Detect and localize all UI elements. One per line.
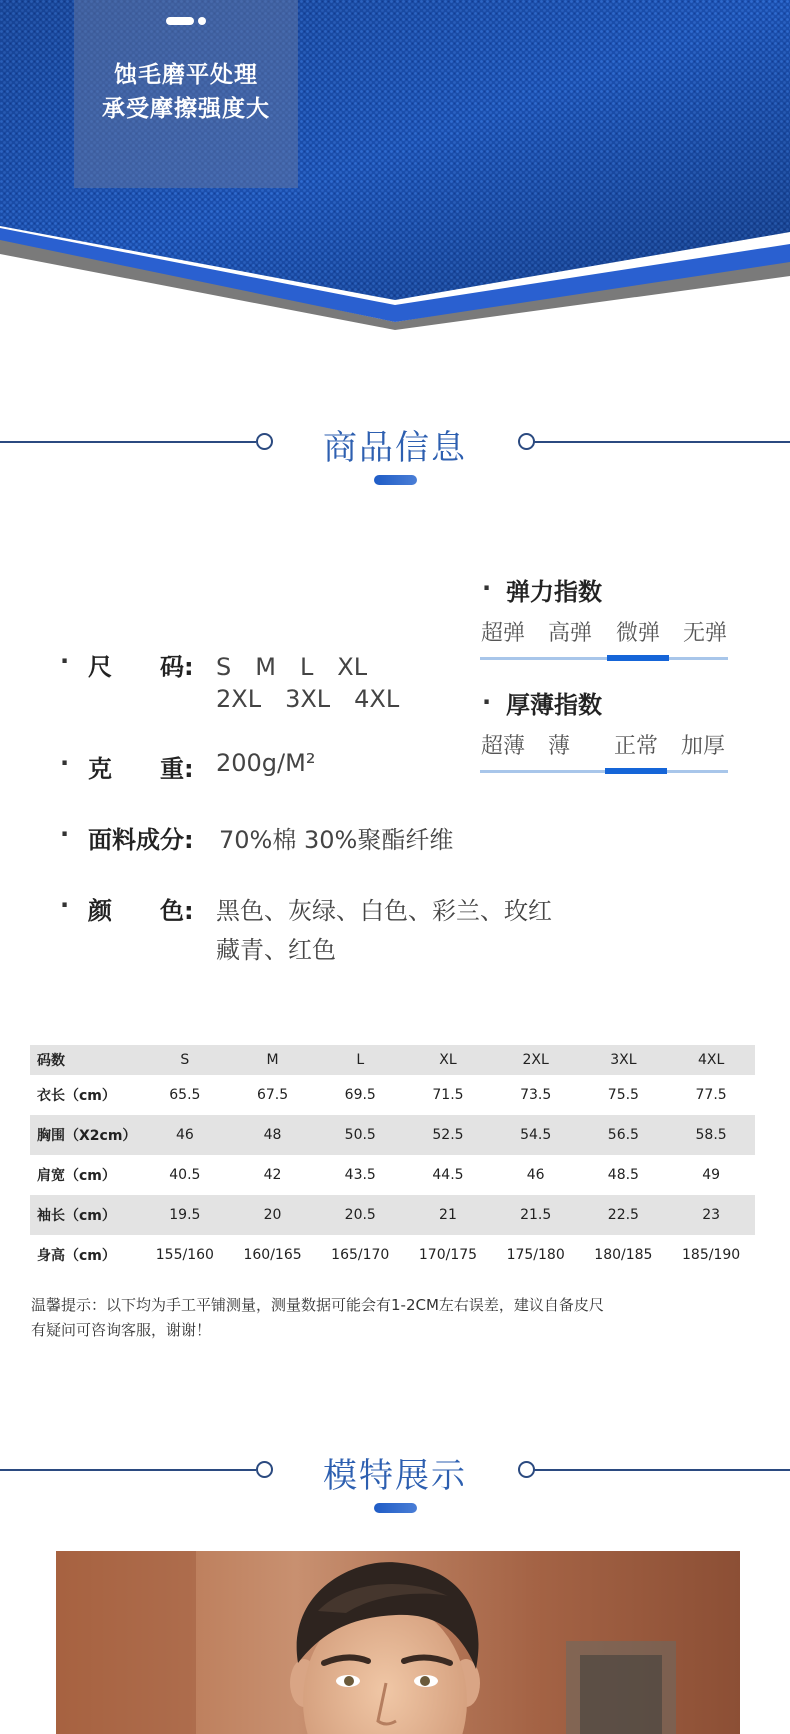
table-cell: 170/175 <box>418 1247 478 1263</box>
table-cell: 73.5 <box>520 1087 552 1103</box>
thickness-option-0: 超薄 <box>480 734 525 759</box>
size-table <box>30 1045 755 1275</box>
elasticity-option-0: 超弹 <box>480 621 525 646</box>
model-photo <box>56 1551 740 1734</box>
header-ring-right-icon <box>518 433 535 450</box>
thickness-bullet: · <box>482 688 492 716</box>
header-accent-bar <box>374 475 417 485</box>
table-cell: 48.5 <box>607 1167 639 1183</box>
elasticity-title: 弹力指数 <box>506 578 602 606</box>
spec-bullet: · <box>60 891 70 919</box>
spec-color-label: 颜 色: <box>88 897 194 925</box>
header-ring-right-icon <box>518 1461 535 1478</box>
elasticity-option-2: 微弹 <box>615 621 660 646</box>
spec-color-value-line2: 藏青、红色 <box>216 936 336 964</box>
table-cell: 49 <box>702 1167 721 1183</box>
table-cell: 69.5 <box>344 1087 376 1103</box>
elasticity-selected-marker <box>607 655 669 661</box>
table-cell: 54.5 <box>492 1115 580 1155</box>
measurement-note-line1: 温馨提示：以下均为手工平铺测量，测量数据可能会有1-2CM左右误差，建议自备皮尺 <box>31 1296 604 1314</box>
measurement-note-line2: 有疑问可咨询客服，谢谢！ <box>31 1321 212 1339</box>
table-cell: 44.5 <box>432 1167 464 1183</box>
model-section-header <box>0 1430 790 1510</box>
table-row <box>30 1155 755 1195</box>
product-info-title: 商品信息 <box>323 428 467 468</box>
table-cell: 43.5 <box>344 1167 376 1183</box>
header-rule-right <box>534 441 790 443</box>
table-cell: 42 <box>263 1167 282 1183</box>
spec-fabric-value: 70%棉 30%聚酯纤维 <box>219 826 454 854</box>
table-cell: 180/185 <box>594 1247 653 1263</box>
table-cell: 50.5 <box>316 1115 404 1155</box>
table-cell: 160/165 <box>243 1247 302 1263</box>
table-cell: 52.5 <box>404 1115 492 1155</box>
elasticity-option-3: 无弹 <box>682 621 727 646</box>
spec-size-value-line2: 2XL 3XL 4XL <box>216 685 400 713</box>
table-header-cell: S <box>141 1045 229 1075</box>
thickness-option-1: 薄 <box>547 734 570 759</box>
hero-caption-card <box>74 0 298 188</box>
table-row <box>30 1075 755 1115</box>
table-row-label: 肩宽（cm） <box>37 1168 116 1184</box>
spec-size-label: 尺 码: <box>88 653 194 681</box>
table-cell: 19.5 <box>141 1195 229 1235</box>
thickness-title: 厚薄指数 <box>506 691 602 719</box>
spec-bullet: · <box>60 820 70 848</box>
table-row-label: 衣长（cm） <box>37 1088 116 1104</box>
thickness-track <box>480 770 728 773</box>
table-cell: 165/170 <box>331 1247 390 1263</box>
table-header-row <box>30 1045 755 1075</box>
table-header-cell: XL <box>404 1045 492 1075</box>
header-rule-right <box>534 1469 790 1471</box>
table-row <box>30 1235 755 1275</box>
table-cell: 58.5 <box>667 1115 755 1155</box>
table-cell: 77.5 <box>695 1087 727 1103</box>
table-cell: 155/160 <box>155 1247 214 1263</box>
table-cell: 46 <box>526 1167 545 1183</box>
product-info-header <box>0 402 790 482</box>
hero-caption-line2: 承受摩擦强度大 <box>102 96 270 122</box>
table-row-label: 袖长（cm） <box>30 1195 141 1235</box>
table-cell: 40.5 <box>169 1167 201 1183</box>
table-cell: 185/190 <box>682 1247 741 1263</box>
hero-caption-line1: 蚀毛磨平处理 <box>114 62 258 88</box>
table-cell: 65.5 <box>169 1087 201 1103</box>
table-header-cell: 2XL <box>492 1045 580 1075</box>
table-cell: 20.5 <box>316 1195 404 1235</box>
hero-dot-indicator <box>198 17 206 25</box>
spec-bullet: · <box>60 647 70 675</box>
header-accent-bar <box>374 1503 417 1513</box>
elasticity-track <box>480 657 728 660</box>
table-cell: 46 <box>141 1115 229 1155</box>
table-cell: 20 <box>229 1195 317 1235</box>
hero-banner <box>0 0 790 330</box>
spec-size-value-line1: S M L XL <box>216 653 368 681</box>
table-cell: 175/180 <box>506 1247 565 1263</box>
table-row-label: 胸围（X2cm） <box>30 1115 141 1155</box>
spec-bullet: · <box>60 749 70 777</box>
table-cell: 56.5 <box>580 1115 668 1155</box>
spec-weight-value: 200g/M² <box>216 749 316 777</box>
table-header-cell: 4XL <box>667 1045 755 1075</box>
table-row <box>30 1115 755 1155</box>
elasticity-bullet: · <box>482 574 492 602</box>
elasticity-option-1: 高弹 <box>547 621 592 646</box>
spec-fabric-label: 面料成分: <box>88 826 194 854</box>
table-cell: 71.5 <box>432 1087 464 1103</box>
table-cell: 21.5 <box>492 1195 580 1235</box>
table-cell: 22.5 <box>580 1195 668 1235</box>
table-header-cell: 3XL <box>580 1045 668 1075</box>
table-row-label: 身高（cm） <box>37 1248 116 1264</box>
table-header-cell: 码数 <box>30 1045 141 1075</box>
table-cell: 75.5 <box>607 1087 639 1103</box>
table-header-cell: L <box>316 1045 404 1075</box>
spec-color-value-line1: 黑色、灰绿、白色、彩兰、玫红 <box>216 897 552 925</box>
thickness-option-2: 正常 <box>613 734 658 759</box>
thickness-selected-marker <box>605 768 667 774</box>
table-cell: 67.5 <box>256 1087 289 1103</box>
thickness-option-3: 加厚 <box>680 734 725 759</box>
spec-weight-label: 克 重: <box>88 755 194 783</box>
table-header-cell: M <box>229 1045 317 1075</box>
hero-pill-indicator <box>166 17 194 25</box>
table-cell: 21 <box>404 1195 492 1235</box>
table-cell: 23 <box>667 1195 755 1235</box>
table-cell: 48 <box>229 1115 317 1155</box>
table-row <box>30 1195 755 1235</box>
model-section-title: 模特展示 <box>323 1456 467 1496</box>
